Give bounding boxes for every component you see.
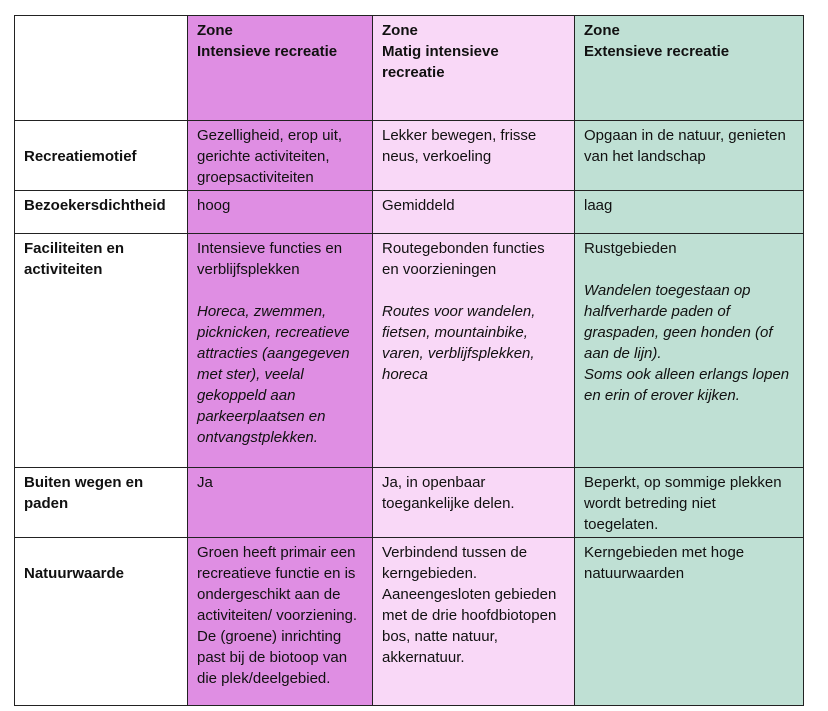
row-label-recreatiemotief: Recreatiemotief: [15, 121, 188, 191]
cell-natuur-extensive: Kerngebieden met hoge natuurwaarden: [575, 538, 804, 706]
header-intensive-name: Intensieve recreatie: [197, 43, 338, 60]
row-bezoekersdichtheid: [15, 191, 804, 234]
cell-dichtheid-extensive: laag: [575, 191, 804, 234]
faciliteiten-extensive-note: Soms ook alleen erlangs lopen en erin of erover kijken.: [584, 366, 790, 404]
header-extensive-name: Extensieve recreatie: [584, 43, 730, 60]
cell-buiten-moderate: Ja, in openbaar toegankelijke delen.: [373, 468, 575, 538]
cell-motief-moderate: Lekker bewegen, frisse neus, verkoeling: [373, 121, 575, 191]
header-moderate-name-line1: Matig intensieve: [382, 43, 499, 60]
header-intensive: [188, 16, 373, 121]
header-moderate: [373, 16, 575, 121]
header-intensive-prefix: Zone: [197, 22, 233, 39]
cell-dichtheid-intensive: hoog: [188, 191, 373, 234]
cell-faciliteiten-extensive: [575, 234, 804, 468]
faciliteiten-intensive-examples: Horeca, zwemmen, picknicken, recreatieve attracties (aangegeven met ster), veelal gekoppeld aan parkeerplaatsen en ontvangstplekken.: [197, 303, 350, 446]
row-label-natuurwaarde: Natuurwaarde: [15, 538, 188, 706]
row-label-bezoekersdichtheid: Bezoekersdichtheid: [15, 191, 188, 234]
row-natuurwaarde: [15, 538, 804, 706]
faciliteiten-extensive-text: Rustgebieden: [584, 240, 677, 257]
header-row: [15, 16, 804, 121]
faciliteiten-extensive-examples: Wandelen toegestaan op halfverharde paden of graspaden, geen honden (of aan de lijn).: [584, 282, 773, 362]
header-moderate-name-line2: recreatie: [382, 64, 445, 81]
row-label-faciliteiten: Faciliteiten en activiteiten: [15, 234, 188, 468]
spacer: [584, 259, 794, 280]
faciliteiten-moderate-text: Routegebonden functies en voorzieningen: [382, 240, 545, 278]
header-extensive: [575, 16, 804, 121]
header-extensive-prefix: Zone: [584, 22, 620, 39]
cell-motief-intensive: Gezelligheid, erop uit, gerichte activiteiten, groepsactiviteiten: [188, 121, 373, 191]
cell-natuur-moderate: Verbindend tussen de kerngebieden. Aaneengesloten gebieden met de drie hoofdbiotopen bos, natte natuur, akkernatuur.: [373, 538, 575, 706]
cell-buiten-extensive: Beperkt, op sommige plekken wordt betreding niet toegelaten.: [575, 468, 804, 538]
row-faciliteiten: [15, 234, 804, 468]
corner-cell: [15, 16, 188, 121]
spacer: [382, 280, 565, 301]
spacer: [197, 280, 363, 301]
row-recreatiemotief: [15, 121, 804, 191]
row-buiten-wegen: [15, 468, 804, 538]
zones-table: [14, 15, 804, 706]
cell-buiten-intensive: Ja: [188, 468, 373, 538]
cell-dichtheid-moderate: Gemiddeld: [373, 191, 575, 234]
faciliteiten-intensive-text: Intensieve functies en verblijfsplekken: [197, 240, 343, 278]
cell-natuur-intensive: Groen heeft primair een recreatieve functie en is ondergeschikt aan de activiteiten/ voorziening. De (groene) inrichting past bij de biotoop van die plek/deelgebied.: [188, 538, 373, 706]
cell-motief-extensive: Opgaan in de natuur, genieten van het landschap: [575, 121, 804, 191]
header-moderate-prefix: Zone: [382, 22, 418, 39]
cell-faciliteiten-intensive: [188, 234, 373, 468]
faciliteiten-moderate-examples: Routes voor wandelen, fietsen, mountainbike, varen, verblijfsplekken, horeca: [382, 303, 536, 383]
cell-faciliteiten-moderate: [373, 234, 575, 468]
row-label-buiten-wegen: Buiten wegen en paden: [15, 468, 188, 538]
